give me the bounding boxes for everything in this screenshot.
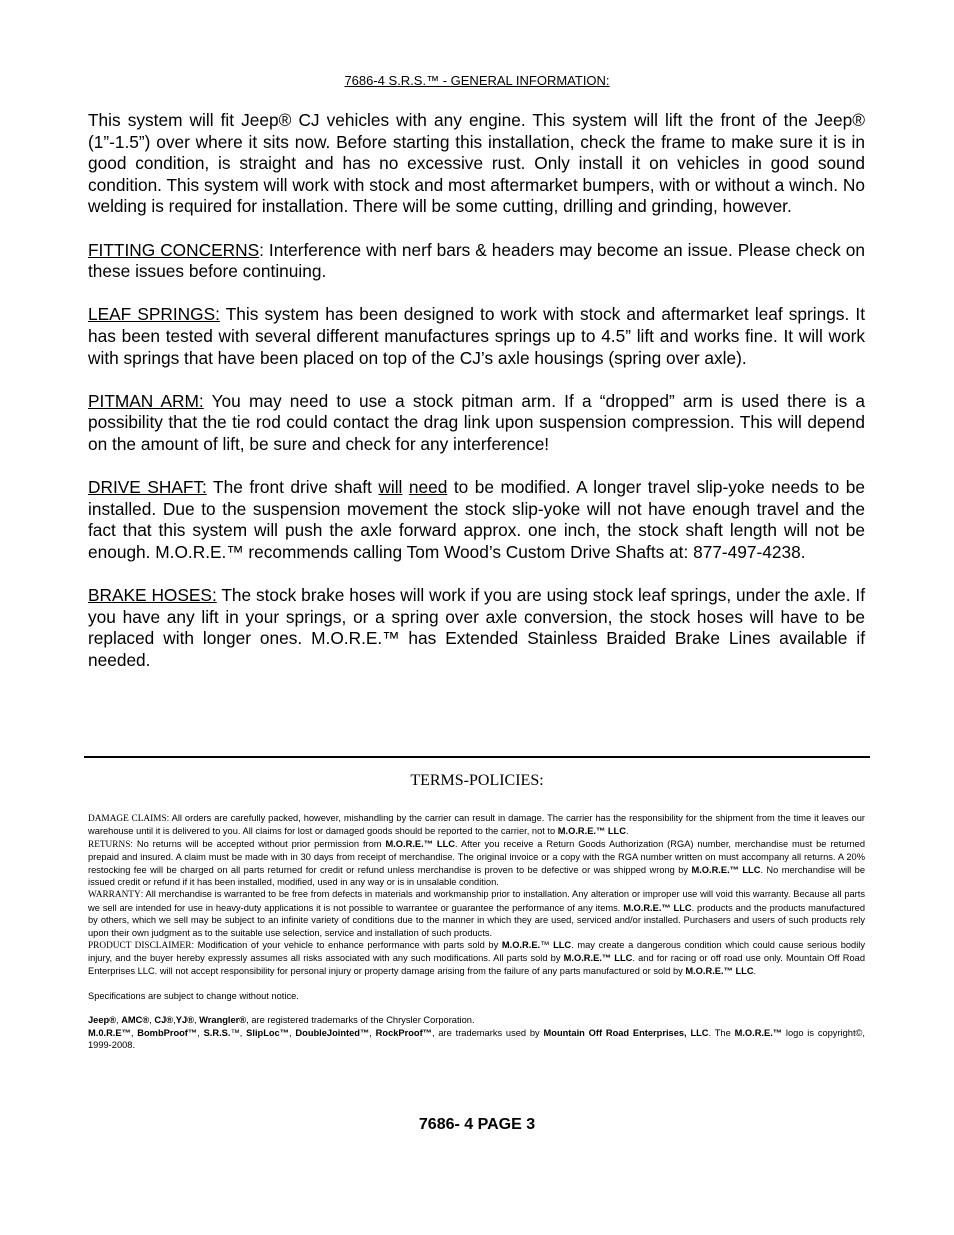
spacer	[88, 977, 865, 989]
tm-cj: CJ®	[154, 1015, 174, 1026]
brake-hoses-paragraph	[88, 585, 865, 671]
tm-sep: ,	[194, 1015, 200, 1026]
returns-paragraph	[88, 838, 865, 889]
tm-sep: ,	[369, 1027, 376, 1038]
drive-shaft-will: will	[378, 477, 403, 498]
trademark-line-2	[88, 1027, 865, 1052]
company-name: M.O.R.E.™ LLC	[623, 902, 692, 913]
fitting-concerns-heading: FITTING CONCERNS	[88, 239, 260, 260]
returns-text-3: . No merchandise will be issued credit or refund if it has been installed, modified, used in any way or is in unsalable condition.	[88, 864, 865, 888]
tm-copyright: logo is copyright©, 1999-2008.	[88, 1027, 865, 1051]
disclaimer-text-3: . and for racing or off road use only. Mountain Off Road Enterprises LLC. will not accept responsibility for personal injury or property damage arising from the failure of any parts manufactured or sold by	[88, 953, 865, 976]
disclaimer-text-1: : Modification of your vehicle to enhance performance with parts sold by	[191, 940, 502, 951]
tm-sep: ™,	[230, 1027, 247, 1038]
warranty-text-1: : All merchandise is warranted to be free from defects in materials and workmanship prior to installation. Any alteration or improper use will void this warranty. Because all parts we sell are intended for use in heavy-duty applications it is not possible to warrantee or guarantee the performance of any items.	[88, 889, 865, 913]
warranty-heading: WARRANTY	[88, 890, 141, 901]
disclaimer-tm: ™	[540, 940, 554, 951]
damage-claims-end: .	[625, 826, 629, 837]
section-divider	[84, 756, 870, 758]
trademark-line-1	[88, 1014, 865, 1026]
fitting-concerns-text: : Interference with nerf bars & headers may become an issue. Please check on these issues before continuing.	[88, 239, 865, 282]
pitman-arm-heading: PITMAN ARM:	[88, 390, 204, 411]
tm-sliploc: SlipLoc™	[246, 1027, 290, 1038]
tm-company: Mountain Off Road Enterprises, LLC	[543, 1027, 709, 1038]
tm-doublejointed: DoubleJointed™	[295, 1027, 370, 1038]
company-name: M.O.R.E.™ LLC	[385, 838, 455, 849]
general-information	[88, 110, 865, 693]
warranty-text-2: . products and the products manufactured by others, which we sell may be subject to an infinite variety of conditions due to the manner in which they are used, serviced and/or installed. Purchasers and users of such products rely upon their own judgment as to the suitable use selection, service and installation of such products.	[88, 902, 865, 938]
drive-shaft-need: need	[408, 477, 448, 498]
tm-text: , are registered trademarks of the Chrysler Corporation.	[246, 1015, 475, 1026]
disclaimer-end: .	[753, 965, 757, 976]
damage-claims-text: : All orders are carefully packed, however, mishandling by the carrier can result in damage. The carrier has the responsibility for the shipment from the time it leaves our warehouse until it is delivered to you. All claims for lost or damaged goods should be reported to the carrier, not to	[88, 813, 865, 837]
brake-hoses-heading: BRAKE HOSES:	[88, 585, 217, 606]
drive-shaft-paragraph	[88, 477, 865, 563]
damage-claims-paragraph	[88, 812, 865, 838]
tm-yj: YJ®	[175, 1015, 194, 1026]
specifications-note: Specifications are subject to change without notice.	[88, 990, 299, 1001]
tm-sep: ,	[149, 1015, 155, 1026]
leaf-springs-paragraph	[88, 304, 865, 369]
company-llc: LLC	[553, 940, 572, 951]
returns-text-1: : No returns will be accepted without prior permission from	[130, 838, 386, 849]
tm-sep: ,	[173, 1015, 176, 1026]
company-name: M.O.R.E.™ LLC	[557, 826, 626, 837]
tm-amc: AMC®	[121, 1015, 150, 1026]
tm-srs: S.R.S.	[203, 1027, 231, 1038]
leaf-springs-heading: LEAF SPRINGS:	[88, 304, 220, 325]
tm-sep: ,	[289, 1027, 296, 1038]
tm-text: . The	[708, 1027, 735, 1038]
damage-claims-heading: DAMAGE CLAIMS	[88, 814, 167, 824]
pitman-arm-text: You may need to use a stock pitman arm. If a “dropped” arm is used there is a possibility that the tie rod could contact the drag link upon suspension compression. This will depend on the amount of lift, be sure and check for any interference!	[88, 390, 866, 454]
tm-sep: ,	[116, 1015, 122, 1026]
terms-policies	[88, 812, 865, 1052]
spacer	[88, 1002, 865, 1014]
warranty-paragraph	[88, 888, 865, 939]
tm-sep: ,	[130, 1027, 138, 1038]
page-footer: 7686- 4 PAGE 3	[418, 1116, 536, 1133]
page-header: 7686-4 S.R.S.™ - GENERAL INFORMATION:	[344, 73, 610, 88]
terms-title: TERMS-POLICIES:	[410, 772, 544, 789]
brake-hoses-text: The stock brake hoses will work if you are using stock leaf springs, under the axle. If you have any lift in your springs, or a spring over axle conversion, the stock hoses will have to be replaced with longer ones. M.O.R.E.™ has Extended Stainless Braided Brake Lines available if needed.	[88, 585, 865, 670]
leaf-springs-text: This system has been designed to work with stock and aftermarket leaf springs. It has been tested with several different manufactures springs up to 4.5” lift and works fine. It will work with springs that have been placed on top of the CJ’s axle housings (spring over axle).	[88, 304, 865, 368]
tm-more: M.0.R.E™	[88, 1027, 131, 1038]
tm-text: , are trademarks used by	[431, 1027, 544, 1038]
company-name: M.O.R.E.™ LLC	[691, 864, 761, 875]
disclaimer-text-2: . may create a dangerous condition which could cause serious bodily injury, and the buyer hereby expressly assumes all risks associated with any such modifications. All parts sold by	[88, 940, 865, 964]
company-name: M.O.R.E.™ LLC	[685, 965, 754, 976]
tm-sep: ,	[197, 1027, 204, 1038]
intro-paragraph: This system will fit Jeep® CJ vehicles with any engine. This system will lift the front of the Jeep® (1”-1.5”) over where it sits now. Before starting this installation, check the frame to make sure it is in good condition, is straight and has no excessive rust. Only install it on vehicles in good sound condition. This system will work with stock and most aftermarket bumpers, with or without a winch. No welding is required for installation. There will be some cutting, drilling and grinding, however.	[88, 110, 865, 217]
fitting-concerns-paragraph	[88, 240, 865, 283]
drive-shaft-text-1: The front drive shaft	[206, 477, 379, 498]
product-disclaimer-heading: PRODUCT DISCLAIMER	[88, 941, 192, 952]
company-name: M.O.R.E.™ LLC	[563, 953, 633, 964]
company-name: M.O.R.E.	[501, 940, 541, 951]
tm-bombproof: BombProof™	[137, 1027, 198, 1038]
returns-heading: RETURNS	[88, 839, 131, 850]
pitman-arm-paragraph	[88, 391, 865, 456]
returns-text-2: . After you receive a Return Goods Authorization (RGA) number, merchandise must be returned prepaid and insured. A claim must be made with in 30 days from receipt of merchandise. The original invoice or a copy with the RGA number written on must accompany all returns. A 20% restocking fee will be charged on all parts returned for credit or refund unless merchandise is proven to be defective or was shipped wrong by	[88, 838, 865, 875]
drive-shaft-text-2: to be modified. A longer travel slip-yoke needs to be installed. Due to the suspension movement the stock slip-yoke will not have enough travel and the fact that this system will push the axle forward approx. one inch, the stock shaft length will not be enough. M.O.R.E.™ recommends calling Tom Wood’s Custom Drive Shafts at: 877-497-4238.	[88, 477, 865, 562]
tm-more-logo: M.O.R.E.™	[734, 1027, 783, 1038]
tm-rockproof: RockProof™	[375, 1027, 432, 1038]
tm-wrangler: Wrangler®	[199, 1015, 247, 1026]
product-disclaimer-paragraph	[88, 939, 865, 977]
tm-jeep: Jeep®	[88, 1015, 117, 1026]
drive-shaft-heading: DRIVE SHAFT:	[88, 477, 207, 498]
